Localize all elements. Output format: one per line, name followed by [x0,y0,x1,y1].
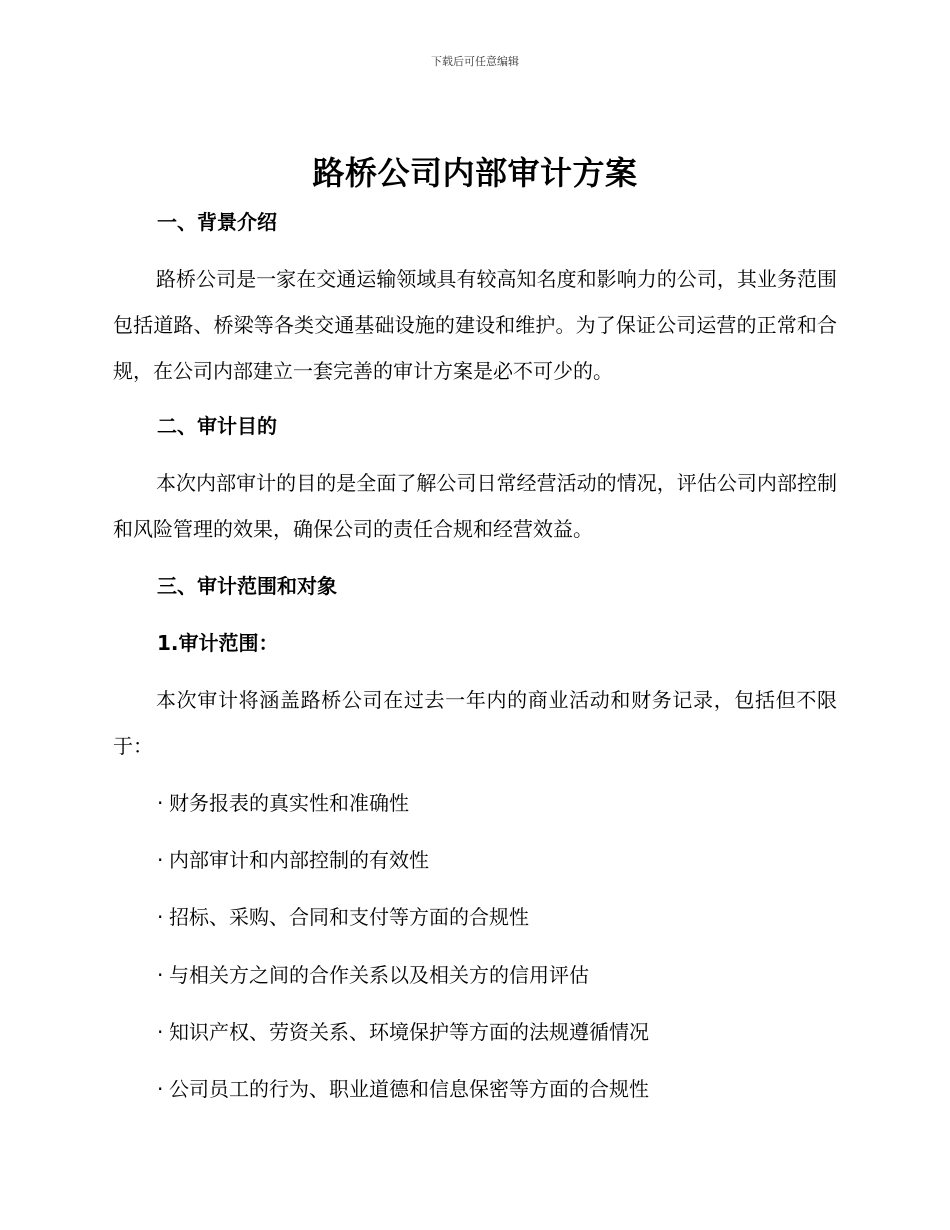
page-header-note: 下载后可任意编辑 [431,55,519,68]
list-item-text: 财务报表的真实性和准确性 [169,791,409,815]
paragraph-background: 路桥公司是一家在交通运输领域具有较高知名度和影响力的公司，其业务范围包括道路、桥梁等各类交通基础设施的建设和维护。为了保证公司运营的正常和合规，在公司内部建立一套完善的审计方案是必不可少的。 [113,267,837,383]
bullet-marker: · [157,963,164,987]
list-item-text: 招标、采购、合同和支付等方面的合规性 [169,905,529,929]
list-item-text: 知识产权、劳资关系、环境保护等方面的法规遵循情况 [169,1020,649,1044]
list-item [157,1018,649,1046]
bullet-marker: · [157,848,164,872]
list-item-text: 与相关方之间的合作关系以及相关方的信用评估 [169,963,589,987]
paragraph-purpose: 本次内部审计的目的是全面了解公司日常经营活动的情况，评估公司内部控制和风险管理的效果，确保公司的责任合规和经营效益。 [113,471,837,541]
bullet-marker: · [157,791,164,815]
list-item [157,789,409,817]
document-title: 路桥公司内部审计方案 [312,154,638,192]
list-item [157,961,589,989]
list-item [157,846,429,874]
section-heading-background: 一、背景介绍 [157,210,277,234]
subheading-audit-scope: 1.审计范围： [157,631,279,655]
bullet-marker: · [157,905,164,929]
list-item-text: 公司员工的行为、职业道德和信息保密等方面的合规性 [169,1077,649,1101]
bullet-marker: · [157,1020,164,1044]
list-item [157,903,529,931]
section-heading-purpose: 二、审计目的 [157,414,277,438]
list-item-text: 内部审计和内部控制的有效性 [169,848,429,872]
section-heading-scope: 三、审计范围和对象 [157,574,337,598]
list-item [157,1075,649,1103]
paragraph-scope: 本次审计将涵盖路桥公司在过去一年内的商业活动和财务记录，包括但不限于： [113,688,837,758]
bullet-marker: · [157,1077,164,1101]
